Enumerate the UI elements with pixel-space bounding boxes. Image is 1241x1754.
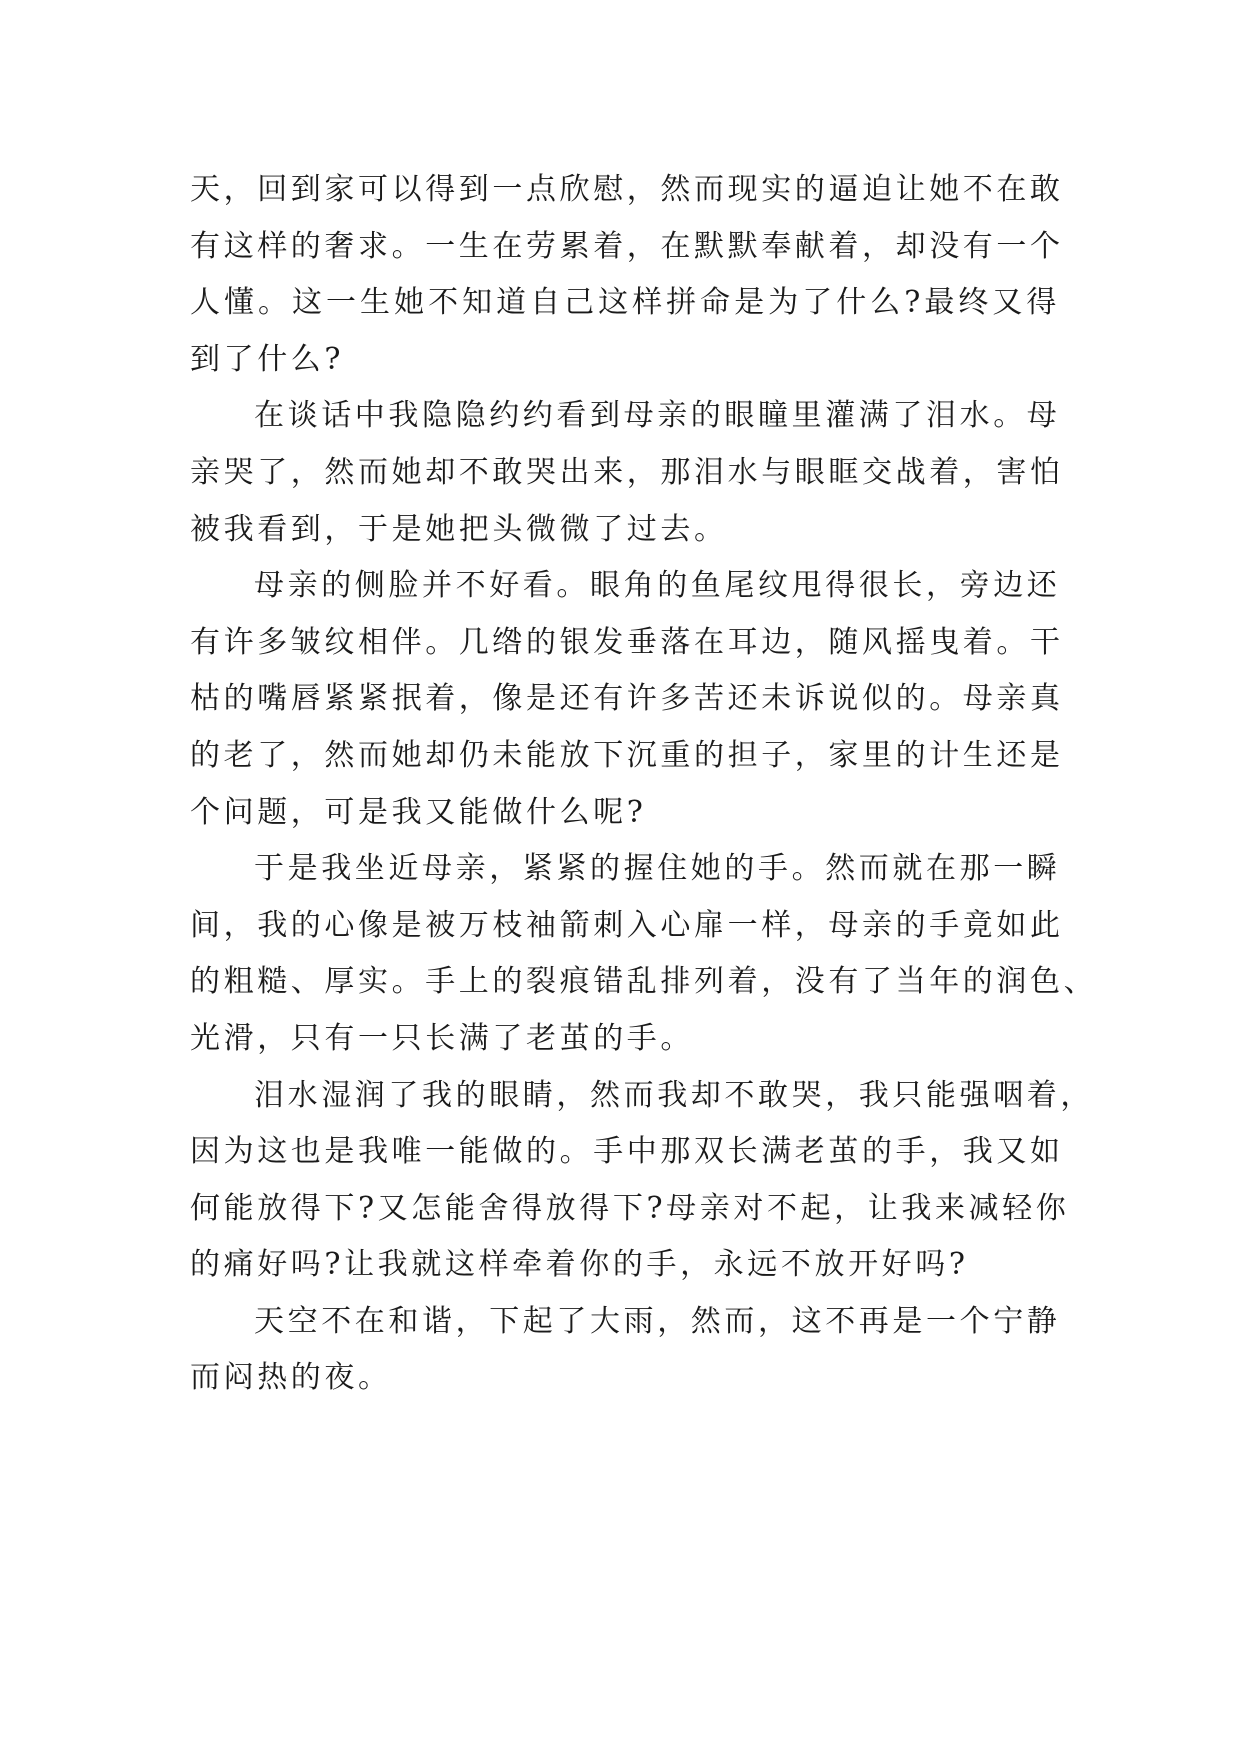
paragraph-first-line: 于是我坐近母亲，紧紧的握住她的手。然而就在那一瞬 [254, 851, 1061, 887]
text-line: 的粗糙、厚实。手上的裂痕错乱排列着，没有了当年的润色、 [190, 964, 1098, 1000]
text-line: 个问题，可是我又能做什么呢? [190, 794, 647, 830]
text-line: 天，回到家可以得到一点欣慰，然而现实的逼迫让她不在敢 [190, 172, 1064, 207]
text-line: 的痛好吗?让我就这样牵着你的手，永远不放开好吗? [190, 1247, 969, 1283]
text-line: 有许多皱纹相伴。几绺的银发垂落在耳边，随风摇曳着。干 [190, 624, 1064, 660]
text-line: 因为这也是我唯一能做的。手中那双长满老茧的手，我又如 [190, 1134, 1064, 1170]
text-line: 到了什么? [190, 341, 345, 377]
paragraph-first-line: 在谈话中我隐隐约约看到母亲的眼瞳里灌满了泪水。母 [254, 398, 1061, 434]
paragraph-first-line: 母亲的侧脸并不好看。眼角的鱼尾纹甩得很长，旁边还 [254, 568, 1061, 604]
text-line: 被我看到，于是她把头微微了过去。 [190, 511, 728, 547]
text-line: 何能放得下?又怎能舍得放得下?母亲对不起，让我来减轻你 [190, 1190, 1070, 1226]
text-line: 而闷热的夜。 [190, 1360, 392, 1396]
text-line: 亲哭了，然而她却不敢哭出来，那泪水与眼眶交战着，害怕 [190, 454, 1064, 490]
text-line: 的老了，然而她却仍未能放下沉重的担子，家里的计生还是 [190, 737, 1064, 773]
text-line: 枯的嘴唇紧紧抿着，像是还有许多苦还未诉说似的。母亲真 [190, 681, 1064, 717]
paragraph-first-line: 泪水湿润了我的眼睛，然而我却不敢哭，我只能强咽着， [254, 1077, 1094, 1113]
text-line: 光滑，只有一只长满了老茧的手。 [190, 1020, 694, 1056]
text-line: 人懂。这一生她不知道自己这样拼命是为了什么?最终又得 [190, 285, 1060, 321]
body-text [190, 162, 1098, 1407]
text-line: 有这样的奢求。一生在劳累着，在默默奉献着，却没有一个 [190, 228, 1064, 264]
paragraph-first-line: 天空不在和谐，下起了大雨，然而，这不再是一个宁静 [254, 1303, 1061, 1339]
text-line: 间，我的心像是被万枝袖箭刺入心扉一样，母亲的手竟如此 [190, 907, 1064, 943]
